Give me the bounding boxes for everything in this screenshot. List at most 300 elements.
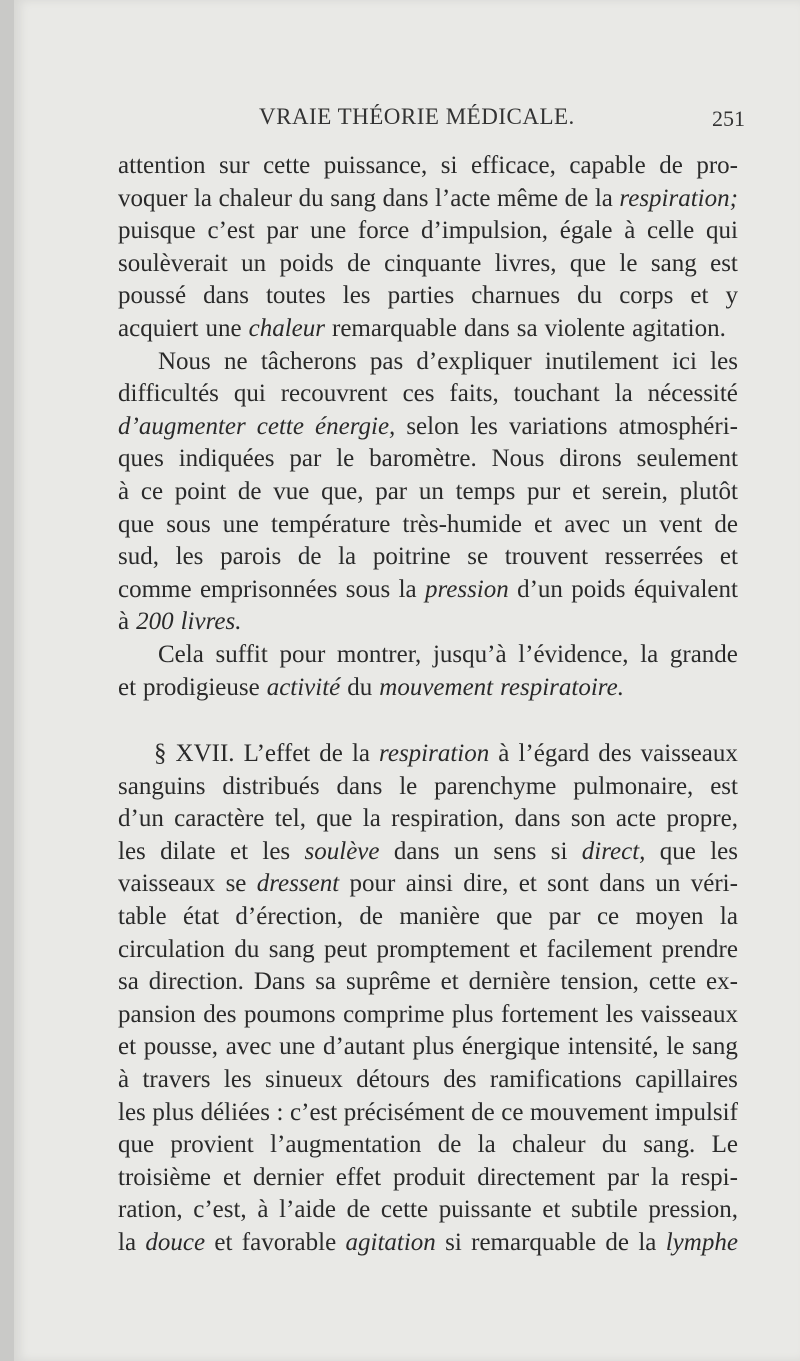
- word: l’acte: [434, 184, 491, 212]
- word: à: [118, 1066, 130, 1094]
- word: et: [719, 543, 738, 571]
- word: Nous: [491, 445, 545, 473]
- word: parties: [387, 282, 455, 310]
- word: sang: [268, 935, 315, 963]
- page-header: [14, 104, 800, 138]
- word: par: [289, 445, 322, 473]
- word: dilate: [160, 837, 216, 865]
- word: produit: [393, 1163, 466, 1191]
- word: de: [605, 1229, 630, 1256]
- book-page: [14, 0, 800, 1361]
- word: si: [550, 837, 568, 865]
- word: par: [548, 903, 581, 931]
- word: ce: [501, 1098, 524, 1126]
- word: puisque: [118, 217, 196, 245]
- word: acquiert: [118, 314, 199, 342]
- word: égale: [559, 217, 613, 245]
- word: dans: [203, 282, 249, 310]
- italic-word: respiration;: [619, 184, 738, 212]
- word: L’effet: [243, 740, 311, 768]
- word: faits,: [449, 380, 499, 408]
- text-line: [118, 639, 738, 672]
- word: sous: [166, 510, 211, 538]
- word: les: [262, 837, 291, 865]
- word: ne: [224, 347, 248, 375]
- word: ques: [118, 445, 164, 473]
- word: force: [357, 217, 410, 245]
- word: pur: [527, 477, 561, 505]
- word: du: [347, 673, 373, 701]
- word: avec: [564, 510, 610, 538]
- word: de: [564, 184, 589, 212]
- word: :: [276, 1098, 284, 1126]
- word: dans: [382, 184, 429, 212]
- word: la: [651, 1163, 670, 1191]
- word: plus: [152, 1098, 195, 1126]
- word: travers: [142, 1066, 211, 1094]
- word: que: [569, 249, 607, 277]
- italic-word: direct,: [581, 837, 646, 865]
- text-line: [118, 248, 738, 281]
- word: dire,: [463, 870, 509, 898]
- word: sang: [692, 1033, 738, 1061]
- word: une: [310, 217, 347, 245]
- word: moyen: [635, 903, 704, 931]
- word: sang: [650, 249, 697, 277]
- word: la: [640, 640, 659, 668]
- word: que: [496, 903, 533, 931]
- word: la: [351, 740, 370, 768]
- word: vaisseaux: [640, 740, 738, 768]
- word: sa: [516, 314, 538, 342]
- word: la: [398, 575, 417, 603]
- word: énergique: [461, 1033, 561, 1061]
- word: pression,: [648, 1196, 738, 1224]
- word: est: [710, 772, 738, 800]
- word: dans: [514, 805, 561, 833]
- word: est: [710, 249, 738, 277]
- text-line: [118, 378, 738, 411]
- word: les: [118, 1098, 146, 1126]
- word: les: [470, 412, 498, 440]
- word: se: [225, 870, 247, 898]
- word: le: [399, 772, 418, 800]
- text-line: [118, 183, 738, 216]
- word: plutôt: [679, 477, 738, 505]
- word: par: [607, 1163, 640, 1191]
- italic-word: 200: [136, 608, 174, 636]
- word: ramifications: [489, 1066, 622, 1094]
- word: sang: [330, 184, 377, 212]
- word: troisième: [118, 1163, 212, 1191]
- italic-word: livres.: [180, 608, 242, 636]
- word: vue: [273, 477, 310, 505]
- text-line: [118, 346, 738, 379]
- word: si: [445, 1229, 462, 1256]
- word: prendre: [661, 935, 738, 963]
- word: des: [598, 740, 632, 768]
- word: les: [223, 1066, 252, 1094]
- word: un: [241, 249, 267, 277]
- text-line: [118, 868, 738, 901]
- word: d’autant: [322, 1033, 405, 1061]
- word: capillaires: [635, 1066, 738, 1094]
- word: qui: [705, 217, 738, 245]
- word: et: [518, 870, 537, 898]
- word: Nous: [158, 347, 211, 375]
- word: et: [118, 673, 137, 701]
- word: dans: [599, 870, 646, 898]
- word: que: [659, 837, 696, 865]
- text-line: [118, 443, 738, 476]
- italic-word: chaleur: [248, 314, 325, 342]
- word: distribués: [222, 772, 320, 800]
- word: mouvement: [530, 1098, 649, 1126]
- word: subtile: [571, 1196, 638, 1224]
- word: respi-: [681, 1163, 738, 1191]
- text-line: [118, 1097, 738, 1130]
- word: c’est: [290, 1098, 338, 1126]
- word: un: [454, 837, 479, 865]
- word: emprisonnées: [199, 575, 338, 603]
- word: à: [118, 477, 130, 505]
- word: dernière: [468, 968, 551, 996]
- word: serein,: [601, 477, 668, 505]
- word: caractère: [174, 805, 265, 833]
- word: plus: [451, 1000, 494, 1028]
- word: du: [601, 1131, 627, 1159]
- word: vaisseaux: [118, 870, 216, 898]
- word: de: [359, 903, 383, 931]
- text-line: [118, 1129, 738, 1162]
- text-line: [118, 1064, 738, 1097]
- word: charnues: [471, 282, 561, 310]
- word: trouvent: [504, 543, 589, 571]
- word: suprême: [345, 968, 431, 996]
- word: son: [570, 805, 606, 833]
- word: provient: [170, 1131, 254, 1159]
- word: propre,: [666, 805, 738, 833]
- word: d’impulsion,: [420, 217, 549, 245]
- word: prodigieuse: [143, 673, 260, 701]
- word: peut: [324, 935, 368, 963]
- word: cette: [380, 1196, 429, 1224]
- word: touchant: [513, 380, 600, 408]
- word: les: [605, 1000, 634, 1028]
- text-line: [118, 836, 738, 869]
- word: se: [467, 543, 489, 571]
- word: ce: [140, 477, 164, 505]
- italic-word: d’augmenter: [118, 412, 246, 440]
- word: avec: [225, 1033, 272, 1061]
- word: selon: [406, 412, 460, 440]
- word: et: [690, 282, 709, 310]
- word: une: [222, 510, 259, 538]
- word: temps: [455, 477, 516, 505]
- word: soulèverait: [118, 249, 228, 277]
- word: poumons: [243, 1000, 336, 1028]
- italic-word: lymphe: [665, 1229, 738, 1256]
- text-line: [118, 150, 738, 183]
- word: comme: [118, 575, 192, 603]
- word: suffit: [215, 640, 268, 668]
- word: température: [271, 510, 391, 538]
- word: tel,: [274, 805, 306, 833]
- body-text: [118, 150, 738, 1260]
- word: sinueux: [265, 1066, 343, 1094]
- word: chaleur: [218, 184, 293, 212]
- word: XVII.: [175, 740, 235, 768]
- italic-word: cette: [256, 412, 304, 440]
- word: de: [319, 740, 343, 768]
- word: favorable: [241, 1229, 337, 1256]
- word: vent: [659, 510, 703, 538]
- text-line: [118, 313, 738, 346]
- word: et: [534, 510, 553, 538]
- word: et: [440, 968, 459, 996]
- word: seulement: [636, 445, 738, 473]
- word: l’augmentation: [270, 1131, 422, 1159]
- word: sous: [345, 575, 391, 603]
- word: vaisseaux: [640, 1000, 738, 1028]
- word: dans: [393, 837, 440, 865]
- word: celle: [647, 217, 695, 245]
- word: le: [666, 1033, 685, 1061]
- italic-word: activité: [266, 673, 341, 701]
- word: parenchyme: [434, 772, 557, 800]
- word: des: [443, 1066, 477, 1094]
- text-line: [118, 1227, 738, 1260]
- word: Cela: [158, 640, 204, 668]
- word: les: [342, 282, 371, 310]
- word: dernier: [252, 1163, 324, 1191]
- word: sud,: [118, 543, 159, 571]
- word: tâcherons: [260, 347, 357, 375]
- text-line: [118, 280, 738, 313]
- word: et: [230, 837, 249, 865]
- word: de: [237, 477, 262, 505]
- text-line: [118, 215, 738, 248]
- word: la: [719, 903, 738, 931]
- word: effet: [335, 1163, 382, 1191]
- word: attention: [118, 152, 206, 179]
- word: et: [542, 1196, 561, 1224]
- word: une: [205, 314, 242, 342]
- italic-word: respiration: [379, 740, 490, 768]
- word: l’aide: [279, 1196, 336, 1224]
- word: resserrées: [604, 543, 704, 571]
- word: la: [193, 184, 213, 212]
- word: les: [175, 543, 204, 571]
- word: de: [437, 1131, 462, 1159]
- word: pour: [279, 640, 326, 668]
- word: grande: [669, 640, 738, 668]
- word: baromètre.: [369, 445, 477, 473]
- word: l’évidence,: [518, 640, 629, 668]
- italic-word: énergie,: [315, 412, 396, 440]
- word: la: [118, 1229, 137, 1256]
- text-line: [118, 509, 738, 542]
- word: que: [118, 1131, 155, 1159]
- word: sont: [547, 870, 589, 898]
- word: manière: [399, 903, 480, 931]
- word: par: [375, 477, 408, 505]
- italic-word: mouvement: [379, 673, 494, 701]
- italic-word: respiratoire.: [500, 673, 624, 701]
- word: la: [362, 805, 381, 833]
- word: dirons: [559, 445, 622, 473]
- running-title: VRAIE THÉORIE MÉDICALE.: [259, 104, 575, 129]
- word: §: [154, 740, 167, 768]
- word: pulmonaire,: [573, 772, 694, 800]
- word: circulation: [118, 935, 225, 963]
- word: les: [710, 347, 738, 375]
- word: chaleur: [512, 1131, 586, 1159]
- italic-word: dressent: [256, 870, 340, 898]
- word: intensité,: [567, 1033, 659, 1061]
- word: détours: [356, 1066, 430, 1094]
- word: pousse,: [143, 1033, 219, 1061]
- word: variations: [508, 412, 608, 440]
- word: cette: [263, 152, 311, 179]
- text-line: [118, 901, 738, 934]
- word: d’un: [118, 805, 164, 833]
- word: et: [118, 1033, 137, 1061]
- word: d’érection,: [235, 903, 343, 931]
- word: ces: [402, 380, 435, 408]
- word: et: [214, 1229, 233, 1256]
- word: pour: [349, 870, 396, 898]
- word: poids: [279, 249, 334, 277]
- word: d’expliquer: [416, 347, 532, 375]
- text-line: [118, 1194, 738, 1227]
- text-line: [118, 476, 738, 509]
- word: inutilement: [544, 347, 659, 375]
- word: de: [297, 543, 322, 571]
- word: atmosphéri-: [618, 412, 738, 440]
- word: sang.: [643, 1131, 696, 1159]
- word: dans: [336, 772, 383, 800]
- word: à: [257, 1196, 269, 1224]
- word: direction.: [148, 968, 244, 996]
- text-line: [118, 966, 738, 999]
- word: poussé: [118, 282, 187, 310]
- word: de: [714, 510, 738, 538]
- word: montrer,: [336, 640, 422, 668]
- word: efficace,: [470, 152, 556, 179]
- word: point: [174, 477, 227, 505]
- word: de: [346, 1196, 371, 1224]
- word: des: [203, 1000, 237, 1028]
- word: de: [471, 1098, 495, 1126]
- word: ex-: [706, 968, 738, 996]
- word: et: [519, 935, 538, 963]
- word: difficultés: [118, 380, 219, 408]
- word: à: [624, 217, 636, 245]
- text-line: [118, 1031, 738, 1064]
- word: corps: [619, 282, 674, 310]
- text-line: [118, 574, 738, 607]
- italic-word: soulève: [304, 837, 380, 865]
- word: la: [477, 1131, 496, 1159]
- word: la: [594, 184, 613, 212]
- word: du: [298, 184, 324, 212]
- word: sanguins: [118, 772, 206, 800]
- text-line: [118, 934, 738, 967]
- word: toutes: [265, 282, 326, 310]
- italic-word: pression: [424, 575, 509, 603]
- word: cinquante: [384, 249, 482, 277]
- word: puissante: [438, 1196, 532, 1224]
- word: remarquable: [332, 314, 457, 342]
- word: les: [118, 837, 146, 865]
- word: à: [498, 740, 510, 768]
- word: parois: [220, 543, 282, 571]
- word: et: [572, 477, 591, 505]
- word: déliées: [200, 1098, 270, 1126]
- word: sa: [118, 968, 139, 996]
- word: facilement: [546, 935, 653, 963]
- italic-word: douce: [145, 1229, 206, 1256]
- word: cette: [648, 968, 697, 996]
- word: poids: [571, 575, 626, 603]
- word: même: [497, 184, 559, 212]
- word: table: [118, 903, 167, 931]
- word: pas: [369, 347, 404, 375]
- word: du: [234, 935, 260, 963]
- word: qui: [233, 380, 266, 408]
- text-line: [118, 771, 738, 804]
- word: violente: [544, 314, 626, 342]
- word: état: [182, 903, 220, 931]
- word: de: [347, 249, 371, 277]
- word: fortement: [500, 1000, 599, 1028]
- word: véri-: [690, 870, 738, 898]
- word: et: [222, 1163, 242, 1191]
- page-number: 251: [712, 106, 745, 131]
- word: la: [614, 380, 633, 408]
- word: indiquées: [178, 445, 275, 473]
- word: sa: [315, 968, 337, 996]
- word: agitation.: [632, 314, 726, 342]
- text-line: [118, 411, 738, 444]
- word: un: [418, 477, 444, 505]
- word: un: [655, 870, 681, 898]
- text-line: [118, 999, 738, 1032]
- word: sur: [219, 152, 250, 179]
- word: promptement: [376, 935, 510, 963]
- word: Dans: [253, 968, 306, 996]
- word: pansion: [118, 1000, 196, 1028]
- word: que,: [321, 477, 364, 505]
- word: à: [118, 608, 130, 636]
- word: de: [659, 152, 683, 179]
- text-line: [118, 803, 738, 836]
- word: la: [638, 1229, 657, 1256]
- word: un: [622, 510, 648, 538]
- word: l’égard: [518, 740, 590, 768]
- word: livres,: [494, 249, 557, 277]
- word: pro-: [696, 152, 738, 179]
- word: équivalent: [633, 575, 738, 603]
- text-line: [118, 738, 738, 771]
- word: capable: [569, 152, 646, 179]
- word: une: [279, 1033, 316, 1061]
- word: très-humide: [402, 510, 522, 538]
- word: ici: [671, 347, 697, 375]
- word: précisément: [343, 1098, 465, 1126]
- italic-word: agitation: [345, 1229, 436, 1256]
